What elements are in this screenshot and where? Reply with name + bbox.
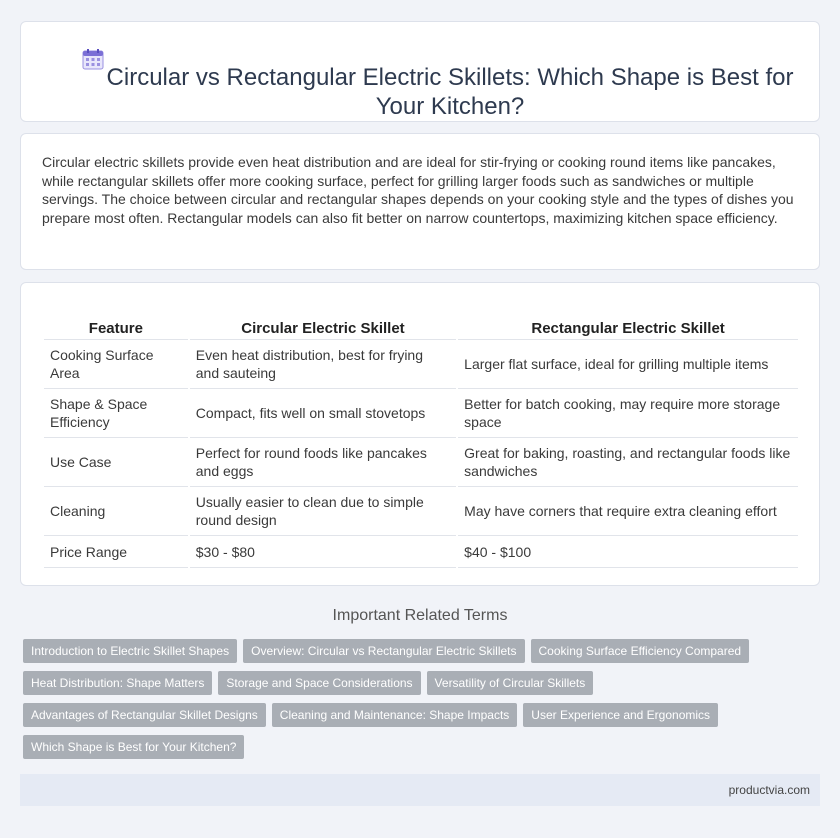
table-row [44, 487, 798, 536]
table-cell: Price Range [44, 536, 188, 568]
table-row [44, 340, 798, 389]
term-tag[interactable]: Storage and Space Considerations [218, 671, 420, 695]
table-cell: Even heat distribution, best for frying and sauteing [190, 340, 456, 389]
related-terms-title: Important Related Terms [332, 607, 508, 624]
header-rectangular: Rectangular Electric Skillet [458, 313, 798, 340]
term-tag[interactable]: Introduction to Electric Skillet Shapes [23, 639, 237, 663]
table-cell: Compact, fits well on small stovetops [190, 389, 456, 438]
table-cell: Perfect for round foods like pancakes and eggs [190, 438, 456, 487]
term-tag[interactable]: Advantages of Rectangular Skillet Designs [23, 703, 266, 727]
table-cell: $30 - $80 [190, 536, 456, 568]
table-cell: Cooking Surface Area [44, 340, 188, 389]
comparison-table [42, 313, 800, 568]
table-cell: $40 - $100 [458, 536, 798, 568]
term-tag[interactable]: Cleaning and Maintenance: Shape Impacts [272, 703, 517, 727]
term-tag[interactable]: Heat Distribution: Shape Matters [23, 671, 212, 695]
comparison-card [20, 282, 820, 586]
table-cell: Larger flat surface, ideal for grilling multiple items [458, 340, 798, 389]
table-cell: Usually easier to clean due to simple round design [190, 487, 456, 536]
related-terms-list [23, 639, 823, 767]
table-cell: Great for baking, roasting, and rectangular foods like sandwiches [458, 438, 798, 487]
term-tag[interactable]: Versatility of Circular Skillets [427, 671, 594, 695]
table-cell: Use Case [44, 438, 188, 487]
intro-card [20, 133, 820, 270]
page-title: Circular vs Rectangular Electric Skillets: Which Shape is Best for Your Kitchen? [106, 64, 794, 120]
table-cell: Better for batch cooking, may require more storage space [458, 389, 798, 438]
term-tag[interactable]: User Experience and Ergonomics [523, 703, 718, 727]
table-cell: Shape & Space Efficiency [44, 389, 188, 438]
title-card [20, 21, 820, 122]
table-row [44, 438, 798, 487]
footer [20, 774, 820, 806]
term-tag[interactable]: Cooking Surface Efficiency Compared [531, 639, 750, 663]
table-row [44, 536, 798, 568]
table-row [44, 389, 798, 438]
table-cell: May have corners that require extra cleaning effort [458, 487, 798, 536]
footer-site-link[interactable]: productvia.com [728, 783, 810, 797]
table-header-row [44, 313, 798, 340]
term-tag[interactable]: Overview: Circular vs Rectangular Electric Skillets [243, 639, 524, 663]
table-cell: Cleaning [44, 487, 188, 536]
intro-paragraph: Circular electric skillets provide even heat distribution and are ideal for stir-frying or cooking round items like pancakes, while rectangular skillets offer more cooking surface, perfect for grilling larger foods such as sandwiches or multiple servings. The choice between circular and rectangular shapes depends on your cooking style and the types of dishes you prepare most often. Rectangular models can also fit better on narrow countertops, maximizing kitchen space efficiency. [42, 154, 794, 226]
header-circular: Circular Electric Skillet [190, 313, 456, 340]
header-feature: Feature [44, 313, 188, 340]
term-tag[interactable]: Which Shape is Best for Your Kitchen? [23, 735, 244, 759]
